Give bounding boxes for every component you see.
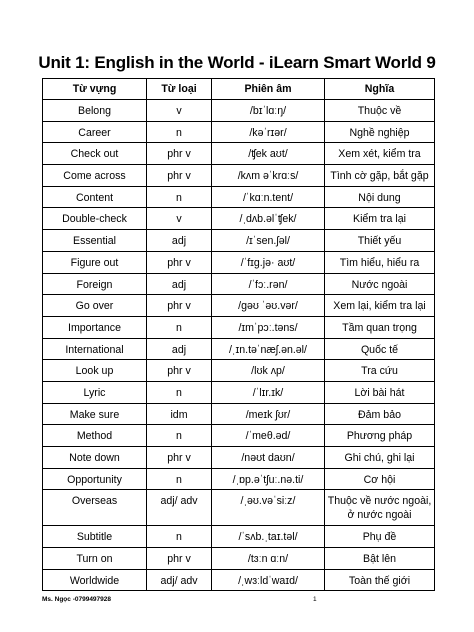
word-type-cell: adj/ adv xyxy=(147,569,212,591)
table-row xyxy=(43,403,435,425)
word-type-cell: n xyxy=(147,468,212,490)
word-type-cell: v xyxy=(147,208,212,230)
meaning-cell: Tìm hiểu, hiểu ra xyxy=(325,251,435,273)
pronunciation-cell: /ˌəʊ.vəˈsiːz/ xyxy=(212,490,325,526)
table-row xyxy=(43,100,435,122)
header-row xyxy=(43,79,435,100)
meaning-cell: Đảm bảo xyxy=(325,403,435,425)
table-row xyxy=(43,526,435,548)
word-type-cell: n xyxy=(147,425,212,447)
word-type-cell: n xyxy=(147,186,212,208)
page-number: 1 xyxy=(313,596,317,603)
word-type-cell: n xyxy=(147,316,212,338)
meaning-cell: Cơ hội xyxy=(325,468,435,490)
pronunciation-cell: /ɪmˈpɔː.təns/ xyxy=(212,316,325,338)
table-row xyxy=(43,165,435,187)
table-row xyxy=(43,208,435,230)
meaning-cell: Nghề nghiệp xyxy=(325,121,435,143)
word-type-cell: phr v xyxy=(147,143,212,165)
word-type-cell: phr v xyxy=(147,548,212,570)
meaning-cell: Kiểm tra lại xyxy=(325,208,435,230)
word-type-cell: adj xyxy=(147,230,212,252)
meaning-cell: Thuộc về xyxy=(325,100,435,122)
word-cell: Check out xyxy=(43,143,147,165)
pronunciation-cell: /ˈfɪg.jə· aʊt/ xyxy=(212,251,325,273)
pronunciation-cell: /ˈfɔː.rən/ xyxy=(212,273,325,295)
pronunciation-cell: /kʌm əˈkrɑːs/ xyxy=(212,165,325,187)
word-cell: Come across xyxy=(43,165,147,187)
word-cell: Worldwide xyxy=(43,569,147,591)
pronunciation-cell: /lʊk ʌp/ xyxy=(212,360,325,382)
word-cell: Opportunity xyxy=(43,468,147,490)
pronunciation-cell: /bɪˈlɑːŋ/ xyxy=(212,100,325,122)
pronunciation-cell: /ˈmeθ.əd/ xyxy=(212,425,325,447)
word-type-cell: n xyxy=(147,526,212,548)
word-type-cell: v xyxy=(147,100,212,122)
word-type-cell: adj/ adv xyxy=(147,490,212,526)
header-pronunciation: Phiên âm xyxy=(212,79,325,100)
meaning-cell: Thiết yếu xyxy=(325,230,435,252)
header-vocab: Từ vựng xyxy=(43,79,147,100)
word-type-cell: phr v xyxy=(147,295,212,317)
word-cell: Importance xyxy=(43,316,147,338)
word-cell: Method xyxy=(43,425,147,447)
word-cell: Go over xyxy=(43,295,147,317)
word-cell: Foreign xyxy=(43,273,147,295)
word-cell: Figure out xyxy=(43,251,147,273)
page-title: Unit 1: English in the World - iLearn Smart World 9 xyxy=(38,53,436,72)
word-cell: Note down xyxy=(43,447,147,469)
meaning-cell: Xem lại, kiểm tra lại xyxy=(325,295,435,317)
word-type-cell: n xyxy=(147,121,212,143)
word-type-cell: phr v xyxy=(147,447,212,469)
pronunciation-cell: /gəʊ ˈəʊ.vər/ xyxy=(212,295,325,317)
table-row xyxy=(43,273,435,295)
pronunciation-cell: /tɜːn ɑːn/ xyxy=(212,548,325,570)
word-cell: Content xyxy=(43,186,147,208)
pronunciation-cell: /ˈsʌb.ˌtaɪ.təl/ xyxy=(212,526,325,548)
pronunciation-cell: /ˈkɑːn.tent/ xyxy=(212,186,325,208)
pronunciation-cell: /ɪˈsen.ʃəl/ xyxy=(212,230,325,252)
table-row xyxy=(43,548,435,570)
pronunciation-cell: /ʧek aʊt/ xyxy=(212,143,325,165)
table-row xyxy=(43,468,435,490)
word-cell: Look up xyxy=(43,360,147,382)
table-row xyxy=(43,295,435,317)
meaning-cell: Lời bài hát xyxy=(325,381,435,403)
pronunciation-cell: /nəʊt daʊn/ xyxy=(212,447,325,469)
pronunciation-cell: /ˌɪn.təˈnæʃ.ən.əl/ xyxy=(212,338,325,360)
word-cell: Double-check xyxy=(43,208,147,230)
table-row xyxy=(43,186,435,208)
meaning-cell: Nước ngoài xyxy=(325,273,435,295)
pronunciation-cell: /ˌdʌb.əlˈʧek/ xyxy=(212,208,325,230)
header-word-type: Từ loại xyxy=(147,79,212,100)
meaning-cell: Tra cứu xyxy=(325,360,435,382)
table-row xyxy=(43,360,435,382)
word-type-cell: phr v xyxy=(147,360,212,382)
word-cell: Make sure xyxy=(43,403,147,425)
meaning-cell: Thuộc về nước ngoài, ở nước ngoài xyxy=(325,490,435,526)
word-cell: Turn on xyxy=(43,548,147,570)
footer-author: Ms. Ngọc -0799497928 xyxy=(42,596,112,603)
table-row xyxy=(43,425,435,447)
table-row xyxy=(43,447,435,469)
meaning-cell: Tầm quan trọng xyxy=(325,316,435,338)
meaning-cell: Xem xét, kiểm tra xyxy=(325,143,435,165)
word-cell: Overseas xyxy=(43,490,147,526)
word-type-cell: adj xyxy=(147,273,212,295)
meaning-cell: Tình cờ gặp, bắt gặp xyxy=(325,165,435,187)
word-cell: Belong xyxy=(43,100,147,122)
meaning-cell: Nội dung xyxy=(325,186,435,208)
meaning-cell: Phương pháp xyxy=(325,425,435,447)
pronunciation-cell: /kəˈrɪər/ xyxy=(212,121,325,143)
meaning-cell: Toàn thế giới xyxy=(325,569,435,591)
table-row xyxy=(43,143,435,165)
word-cell: Essential xyxy=(43,230,147,252)
meaning-cell: Quốc tế xyxy=(325,338,435,360)
word-type-cell: phr v xyxy=(147,165,212,187)
word-type-cell: phr v xyxy=(147,251,212,273)
pronunciation-cell: /ˌɒp.əˈtʃuː.nə.ti/ xyxy=(212,468,325,490)
table-row xyxy=(43,316,435,338)
word-cell: Subtitle xyxy=(43,526,147,548)
table-row xyxy=(43,121,435,143)
table-row xyxy=(43,338,435,360)
word-type-cell: adj xyxy=(147,338,212,360)
table-row xyxy=(43,490,435,526)
word-cell: Lyric xyxy=(43,381,147,403)
meaning-cell: Ghi chú, ghi lại xyxy=(325,447,435,469)
table-row xyxy=(43,251,435,273)
header-meaning: Nghĩa xyxy=(325,79,435,100)
table-row xyxy=(43,230,435,252)
pronunciation-cell: /meɪk ʃʊr/ xyxy=(212,403,325,425)
word-cell: International xyxy=(43,338,147,360)
meaning-cell: Bật lên xyxy=(325,548,435,570)
word-cell: Career xyxy=(43,121,147,143)
pronunciation-cell: /ˈlɪr.ɪk/ xyxy=(212,381,325,403)
vocabulary-table xyxy=(42,78,435,591)
table-header xyxy=(43,79,435,100)
table-row xyxy=(43,569,435,591)
word-type-cell: n xyxy=(147,381,212,403)
table-body xyxy=(43,100,435,591)
pronunciation-cell: /ˌwɜːldˈwaɪd/ xyxy=(212,569,325,591)
meaning-cell: Phụ đề xyxy=(325,526,435,548)
table-row xyxy=(43,381,435,403)
word-type-cell: idm xyxy=(147,403,212,425)
